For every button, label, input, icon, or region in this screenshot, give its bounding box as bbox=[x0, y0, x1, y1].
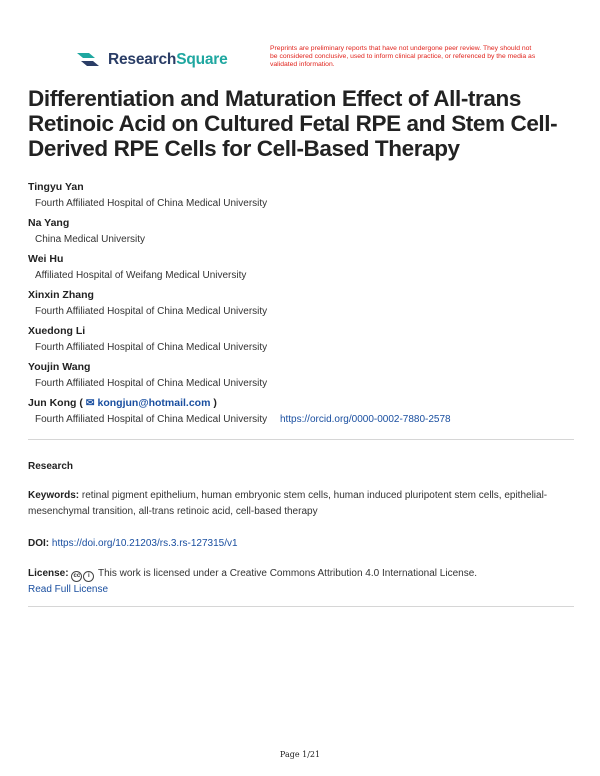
email-paren-close: ) bbox=[213, 397, 217, 409]
author-entry bbox=[28, 358, 578, 394]
read-full-license-link[interactable]: Read Full License bbox=[28, 584, 109, 595]
author-affiliation bbox=[28, 412, 578, 430]
page-number: Page 1/21 bbox=[279, 750, 321, 759]
author-name-text: Jun Kong bbox=[28, 397, 77, 409]
cc-by-icon: i bbox=[83, 571, 94, 582]
keywords-text: retinal pigment epithelium, human embryonic stem cells, human induced pluripotent stem cells, epithelial-mesenchymal transition, all-trans retinoic acid, cell-based therapy bbox=[28, 490, 548, 517]
article-category bbox=[28, 459, 576, 475]
divider bbox=[28, 439, 574, 440]
license-text: This work is licensed under a Creative Commons Attribution 4.0 International License. bbox=[97, 568, 478, 579]
divider bbox=[28, 606, 574, 607]
author-entry bbox=[28, 178, 578, 214]
author-entry bbox=[28, 214, 578, 250]
license bbox=[28, 566, 576, 598]
paper-title: Differentiation and Maturation Effect of All-trans Retinoic Acid on Cultured Fetal RPE and Stem Cell-Derived RPE Cells for Cell-Based Therapy bbox=[28, 86, 558, 161]
author-affiliation: Fourth Affiliated Hospital of China Medical University bbox=[35, 342, 268, 353]
research-square-logo-icon bbox=[75, 49, 101, 71]
logo-text: ResearchSquare bbox=[108, 51, 228, 68]
author-entry bbox=[28, 250, 578, 286]
doi-label: DOI: bbox=[28, 538, 50, 549]
envelope-icon: ✉ bbox=[85, 397, 95, 409]
author-name: Wei Hu bbox=[28, 253, 64, 265]
author-affiliation: Fourth Affiliated Hospital of China Medical University bbox=[35, 198, 268, 209]
author-affiliation: China Medical University bbox=[35, 234, 146, 245]
email-link[interactable] bbox=[86, 397, 214, 409]
author-affiliation: Affiliated Hospital of Weifang Medical University bbox=[35, 270, 247, 281]
doi-link[interactable]: https://doi.org/10.21203/rs.3.rs-127315/v1 bbox=[51, 538, 238, 549]
orcid-link[interactable]: https://orcid.org/0000-0002-7880-2578 bbox=[279, 414, 451, 425]
author-name: Na Yang bbox=[28, 217, 70, 229]
email-paren-open: ( bbox=[79, 397, 83, 409]
author-entry-corresponding bbox=[28, 394, 578, 430]
author-name: Xinxin Zhang bbox=[28, 289, 94, 301]
category-label: Research bbox=[28, 461, 74, 472]
author-name: Tingyu Yan bbox=[28, 181, 84, 193]
author-entry bbox=[28, 286, 578, 322]
keywords-label: Keywords: bbox=[28, 490, 80, 501]
doi bbox=[28, 536, 576, 552]
author-affiliation: Fourth Affiliated Hospital of China Medical University bbox=[35, 378, 268, 389]
research-square-logo[interactable] bbox=[75, 49, 228, 71]
license-label: License: bbox=[28, 568, 69, 579]
author-name: Youjin Wang bbox=[28, 361, 91, 373]
keywords bbox=[28, 488, 576, 520]
author-name bbox=[28, 394, 578, 412]
cc-icon: cc bbox=[71, 571, 82, 582]
preprint-disclaimer: Preprints are preliminary reports that have not undergone peer review. They should not be considered conclusive, used to inform clinical practice, or referenced by the media as validated information. bbox=[270, 45, 536, 69]
email-address: kongjun@hotmail.com bbox=[97, 397, 211, 409]
author-list bbox=[28, 178, 578, 430]
author-affiliation-text: Fourth Affiliated Hospital of China Medical University bbox=[35, 414, 268, 425]
author-entry bbox=[28, 322, 578, 358]
header bbox=[0, 0, 600, 80]
author-affiliation: Fourth Affiliated Hospital of China Medical University bbox=[35, 306, 268, 317]
author-name: Xuedong Li bbox=[28, 325, 86, 337]
